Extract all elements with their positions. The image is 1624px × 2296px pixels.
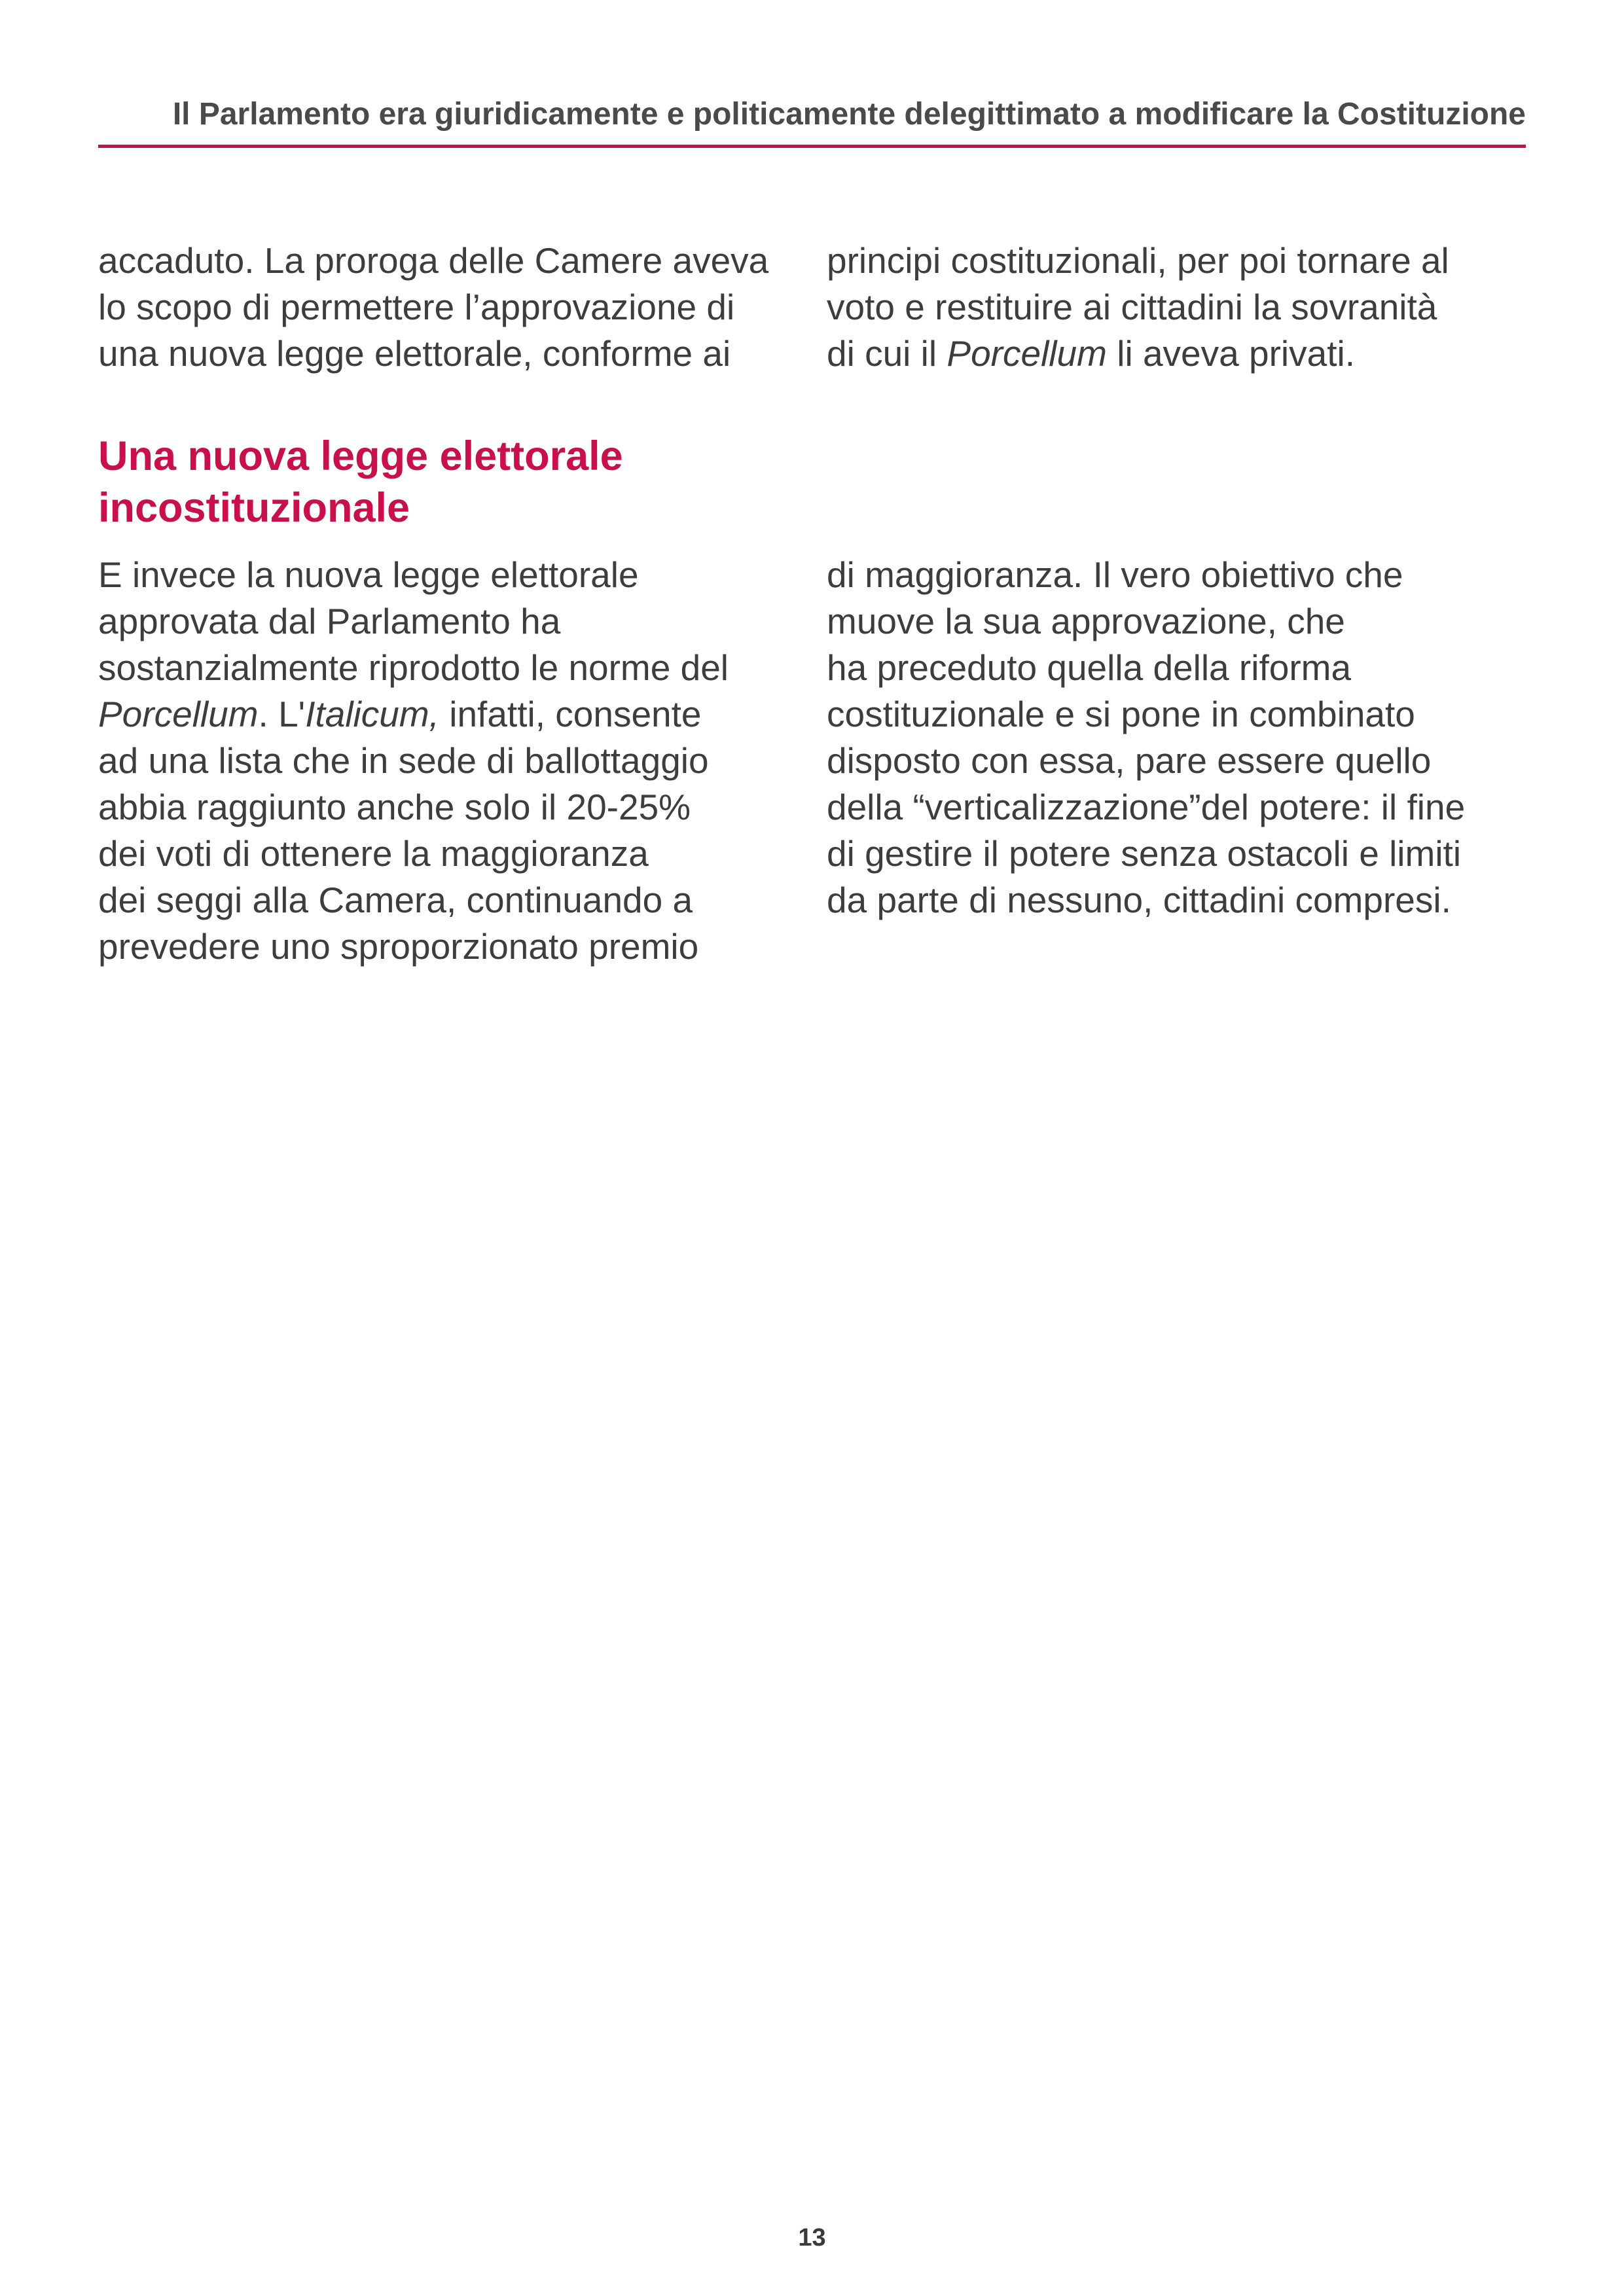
italic-term: Italicum, bbox=[305, 694, 439, 734]
text-run: li aveva privati. bbox=[1106, 333, 1355, 374]
text-line: accaduto. La proroga delle Camere aveva bbox=[98, 240, 769, 281]
text-line: costituzionale e si pone in combinato bbox=[827, 694, 1415, 734]
text-line: E invece la nuova legge elettorale bbox=[98, 554, 639, 595]
heading-line: Una nuova legge elettorale bbox=[98, 433, 623, 479]
header-rule bbox=[98, 145, 1526, 148]
text-line: ad una lista che in sede di ballottaggio bbox=[98, 740, 709, 781]
text-line: approvata dal Parlamento ha bbox=[98, 601, 561, 641]
text-line: una nuova legge elettorale, conforme ai bbox=[98, 333, 731, 374]
text-line: disposto con essa, pare essere quello bbox=[827, 740, 1432, 781]
italic-term: Porcellum bbox=[947, 333, 1107, 374]
heading-line: incostituzionale bbox=[98, 485, 410, 531]
text-run: . L' bbox=[258, 694, 306, 734]
intro-paragraph-right bbox=[827, 238, 1534, 377]
text-run: di cui il bbox=[827, 333, 947, 374]
page-number: 13 bbox=[798, 2224, 826, 2251]
italic-term: Porcellum bbox=[98, 694, 259, 734]
text-line: sostanzialmente riprodotto le norme del bbox=[98, 647, 729, 688]
text-line: di gestire il potere senza ostacoli e limiti bbox=[827, 833, 1462, 874]
text-line: voto e restituire ai cittadini la sovranità bbox=[827, 287, 1437, 327]
text-line: ha preceduto quella della riforma bbox=[827, 647, 1352, 688]
text-line: della “verticalizzazione”del potere: il fine bbox=[827, 787, 1466, 827]
text-line: lo scopo di permettere l’approvazione di bbox=[98, 287, 735, 327]
section-paragraph-right bbox=[827, 552, 1534, 924]
text-line: dei voti di ottenere la maggioranza bbox=[98, 833, 649, 874]
text-line: da parte di nessuno, cittadini compresi. bbox=[827, 880, 1451, 920]
running-header: Il Parlamento era giuridicamente e politicamente delegittimato a modificare la Costituzione bbox=[172, 97, 1526, 132]
text-line: di maggioranza. Il vero obiettivo che bbox=[827, 554, 1403, 595]
text-line bbox=[98, 691, 805, 738]
intro-paragraph-left bbox=[98, 238, 805, 377]
section-heading bbox=[98, 431, 818, 534]
text-line: abbia raggiunto anche solo il 20-25% bbox=[98, 787, 691, 827]
text-line: principi costituzionali, per poi tornare al bbox=[827, 240, 1449, 281]
text-line: prevedere uno sproporzionato premio bbox=[98, 926, 699, 967]
text-line bbox=[827, 331, 1534, 377]
text-run: infatti, consente bbox=[439, 694, 702, 734]
section-paragraph-left bbox=[98, 552, 805, 970]
text-line: muove la sua approvazione, che bbox=[827, 601, 1345, 641]
text-line: dei seggi alla Camera, continuando a bbox=[98, 880, 693, 920]
